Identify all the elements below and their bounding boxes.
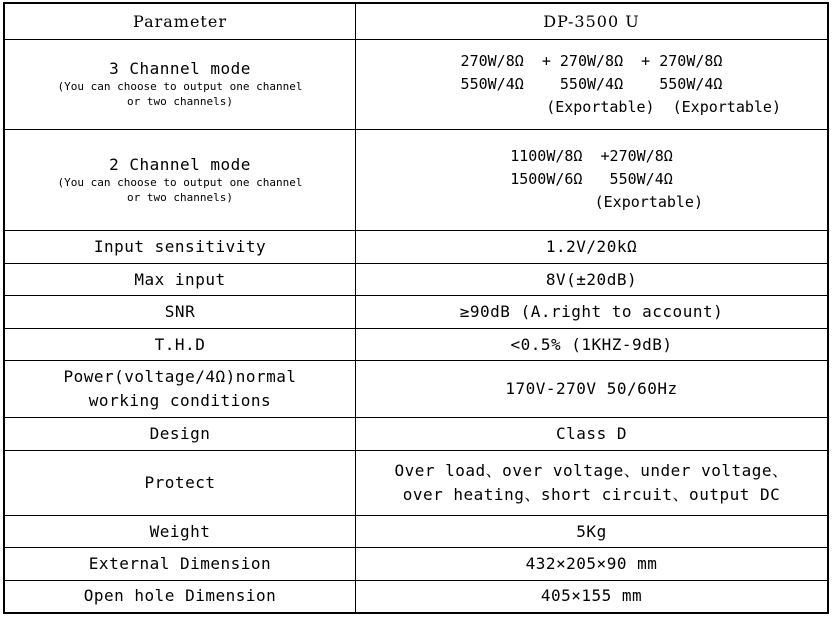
- param-value: Class D: [356, 418, 829, 451]
- parameter-header: Parameter: [4, 3, 356, 40]
- header-row: [4, 3, 828, 40]
- table-row: [4, 263, 828, 296]
- param-label: SNR: [4, 296, 356, 329]
- param-label: Power(voltage/4Ω)normal: [63, 367, 297, 387]
- param-value: 8V(±20dB): [356, 263, 829, 296]
- param-note: (You can choose to output one channel: [57, 80, 303, 94]
- param-label: Input sensitivity: [4, 231, 356, 264]
- spec-table: [3, 2, 829, 614]
- param-label: Max input: [4, 263, 356, 296]
- param-value: 432×205×90 mm: [356, 548, 829, 581]
- value-cell: [356, 129, 829, 231]
- table-row: [4, 450, 828, 515]
- table-row: [4, 548, 828, 581]
- value-line: (Exportable): [594, 193, 703, 212]
- value-cell: [356, 450, 829, 515]
- value-cell: [356, 40, 829, 129]
- value-line: 550W/4Ω 550W/4Ω 550W/4Ω: [460, 74, 723, 93]
- param-label: T.H.D: [4, 328, 356, 361]
- param-label: Protect: [4, 450, 356, 515]
- table-row: [4, 515, 828, 548]
- param-note: or two channels): [127, 190, 233, 204]
- param-value: ≥90dB (A.right to account): [356, 296, 829, 329]
- table-row: [4, 328, 828, 361]
- value-line: 1100W/8Ω +270W/8Ω: [510, 147, 673, 166]
- param-note: (You can choose to output one channel: [57, 175, 303, 189]
- param-cell: [4, 40, 356, 129]
- value-line: Over load、over voltage、under voltage、: [394, 460, 789, 480]
- table-row: [4, 40, 828, 129]
- table-row: [4, 129, 828, 231]
- table-row: [4, 361, 828, 418]
- value-line: over heating、short circuit、output DC: [402, 484, 781, 504]
- param-label: 3 Channel mode: [109, 59, 251, 79]
- table-row: [4, 296, 828, 329]
- param-label: Design: [4, 418, 356, 451]
- param-value: 170V-270V 50/60Hz: [356, 361, 829, 418]
- param-value: 5Kg: [356, 515, 829, 548]
- table-row: [4, 580, 828, 613]
- param-value: 405×155 mm: [356, 580, 829, 613]
- value-line: 1500W/6Ω 550W/4Ω: [510, 170, 673, 189]
- value-line: 270W/8Ω + 270W/8Ω + 270W/8Ω: [460, 51, 723, 70]
- param-cell: [4, 361, 356, 418]
- param-cell: [4, 129, 356, 231]
- param-note: or two channels): [127, 95, 233, 109]
- param-label: Weight: [4, 515, 356, 548]
- value-line: (Exportable) (Exportable): [546, 97, 781, 116]
- param-value: <0.5% (1KHZ-9dB): [356, 328, 829, 361]
- table-row: [4, 418, 828, 451]
- param-label: 2 Channel mode: [109, 154, 251, 174]
- model-header: DP-3500 U: [356, 3, 829, 40]
- param-label: Open hole Dimension: [4, 580, 356, 613]
- param-value: 1.2V/20kΩ: [356, 231, 829, 264]
- table-row: [4, 231, 828, 264]
- param-label: working conditions: [88, 391, 272, 411]
- param-label: External Dimension: [4, 548, 356, 581]
